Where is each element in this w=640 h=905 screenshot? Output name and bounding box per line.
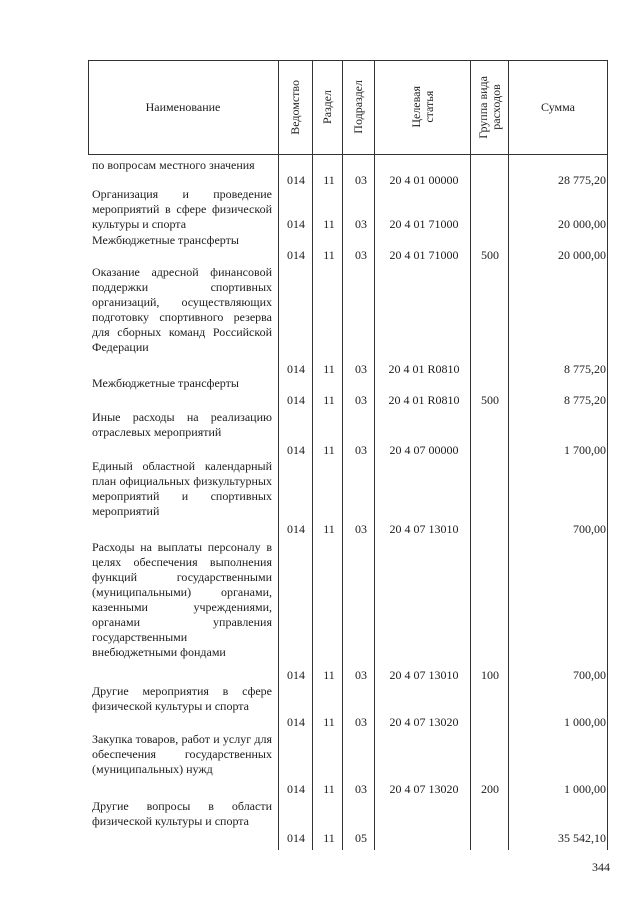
header-sum: Сумма [541, 99, 575, 114]
row-ved: 014 [287, 217, 305, 231]
row-sum: 20 000,00 [558, 217, 606, 231]
row-sum: 28 775,20 [558, 173, 606, 187]
row-podrazdel: 03 [355, 362, 367, 376]
row-ved: 014 [287, 362, 305, 376]
row-razdel: 11 [323, 362, 335, 376]
header-razdel: Раздел [320, 90, 334, 124]
header-ved: Ведомство [288, 79, 302, 135]
row-name: по вопросам местного значения [92, 158, 255, 172]
row-ved: 014 [287, 443, 305, 457]
row-razdel: 11 [323, 831, 335, 845]
row-razdel: 11 [323, 522, 335, 536]
header-group: Группа вида расходов [475, 75, 503, 139]
row-target: 20 4 07 13010 [389, 522, 459, 536]
row-sum: 35 542,10 [558, 831, 606, 845]
row-group: 200 [481, 782, 499, 796]
row-sum: 1 000,00 [564, 782, 606, 796]
row-name: Оказание адресной финансовой поддержки спортивных организаций, осуществляющих подготовку спортивного резерва для сборных команд Российской Федерации [92, 265, 272, 354]
row-target: 20 4 07 13020 [389, 782, 459, 796]
row-razdel: 11 [323, 782, 335, 796]
row-ved: 014 [287, 393, 305, 407]
row-razdel: 11 [323, 668, 335, 682]
row-podrazdel: 03 [355, 248, 367, 262]
row-ved: 014 [287, 522, 305, 536]
rule-group [470, 60, 471, 850]
row-name: Иные расходы на реализацию отраслевых мероприятий [92, 410, 272, 439]
row-ved: 014 [287, 668, 305, 682]
row-group: 500 [481, 248, 499, 262]
row-razdel: 11 [323, 173, 335, 187]
row-podrazdel: 03 [355, 217, 367, 231]
row-razdel: 11 [323, 443, 335, 457]
row-name: Единый областной календарный план официальных физкультурных мероприятий и спортивных мероприятий [92, 459, 272, 518]
row-sum: 20 000,00 [558, 248, 606, 262]
row-podrazdel: 03 [355, 173, 367, 187]
rule-razdel [312, 60, 313, 850]
row-podrazdel: 03 [355, 715, 367, 729]
row-target: 20 4 01 R0810 [388, 393, 460, 407]
row-podrazdel: 03 [355, 668, 367, 682]
row-name: Закупка товаров, работ и услуг для обеспечения государственных (муниципальных) нужд [92, 732, 272, 776]
row-target: 20 4 07 13010 [389, 668, 459, 682]
row-sum: 1 000,00 [564, 715, 606, 729]
row-name: Межбюджетные трансферты [92, 376, 239, 390]
row-target: 20 4 07 00000 [389, 443, 459, 457]
row-podrazdel: 03 [355, 443, 367, 457]
row-ved: 014 [287, 248, 305, 262]
row-podrazdel: 05 [355, 831, 367, 845]
row-name: Организация и проведение мероприятий в сфере физической культуры и спорта [92, 187, 272, 231]
row-ved: 014 [287, 782, 305, 796]
row-name: Другие вопросы в области физической культуры и спорта [92, 799, 272, 828]
row-group: 100 [481, 668, 499, 682]
row-podrazdel: 03 [355, 522, 367, 536]
row-podrazdel: 03 [355, 782, 367, 796]
header-target: Целевая статья [408, 86, 436, 128]
page-number: 344 [592, 860, 610, 874]
row-sum: 700,00 [573, 668, 606, 682]
row-target: 20 4 01 71000 [389, 217, 459, 231]
row-target: 20 4 01 00000 [389, 173, 459, 187]
row-target: 20 4 01 71000 [389, 248, 459, 262]
row-ved: 014 [287, 831, 305, 845]
row-sum: 700,00 [573, 522, 606, 536]
row-ved: 014 [287, 173, 305, 187]
row-target: 20 4 07 13020 [389, 715, 459, 729]
row-razdel: 11 [323, 217, 335, 231]
header-name: Наименование [145, 99, 221, 114]
row-name: Межбюджетные трансферты [92, 233, 239, 247]
row-name: Расходы на выплаты персоналу в целях обеспечения выполнения функций государственными (муниципальными) органами, казенными учреждениями, органами управления государственными внебюджетными фондами [92, 540, 272, 659]
row-name: Другие мероприятия в сфере физической культуры и спорта [92, 684, 272, 713]
row-sum: 1 700,00 [564, 443, 606, 457]
row-razdel: 11 [323, 248, 335, 262]
row-sum: 8 775,20 [564, 393, 606, 407]
rule-sum [508, 60, 509, 850]
row-podrazdel: 03 [355, 393, 367, 407]
row-razdel: 11 [323, 715, 335, 729]
row-ved: 014 [287, 715, 305, 729]
row-target: 20 4 01 R0810 [388, 362, 460, 376]
rule-right [607, 60, 608, 850]
row-razdel: 11 [323, 393, 335, 407]
row-group: 500 [481, 393, 499, 407]
header-bottom-border [88, 154, 608, 155]
header-podrazdel: Подраздел [351, 80, 365, 134]
row-sum: 8 775,20 [564, 362, 606, 376]
rule-ved [278, 60, 279, 850]
